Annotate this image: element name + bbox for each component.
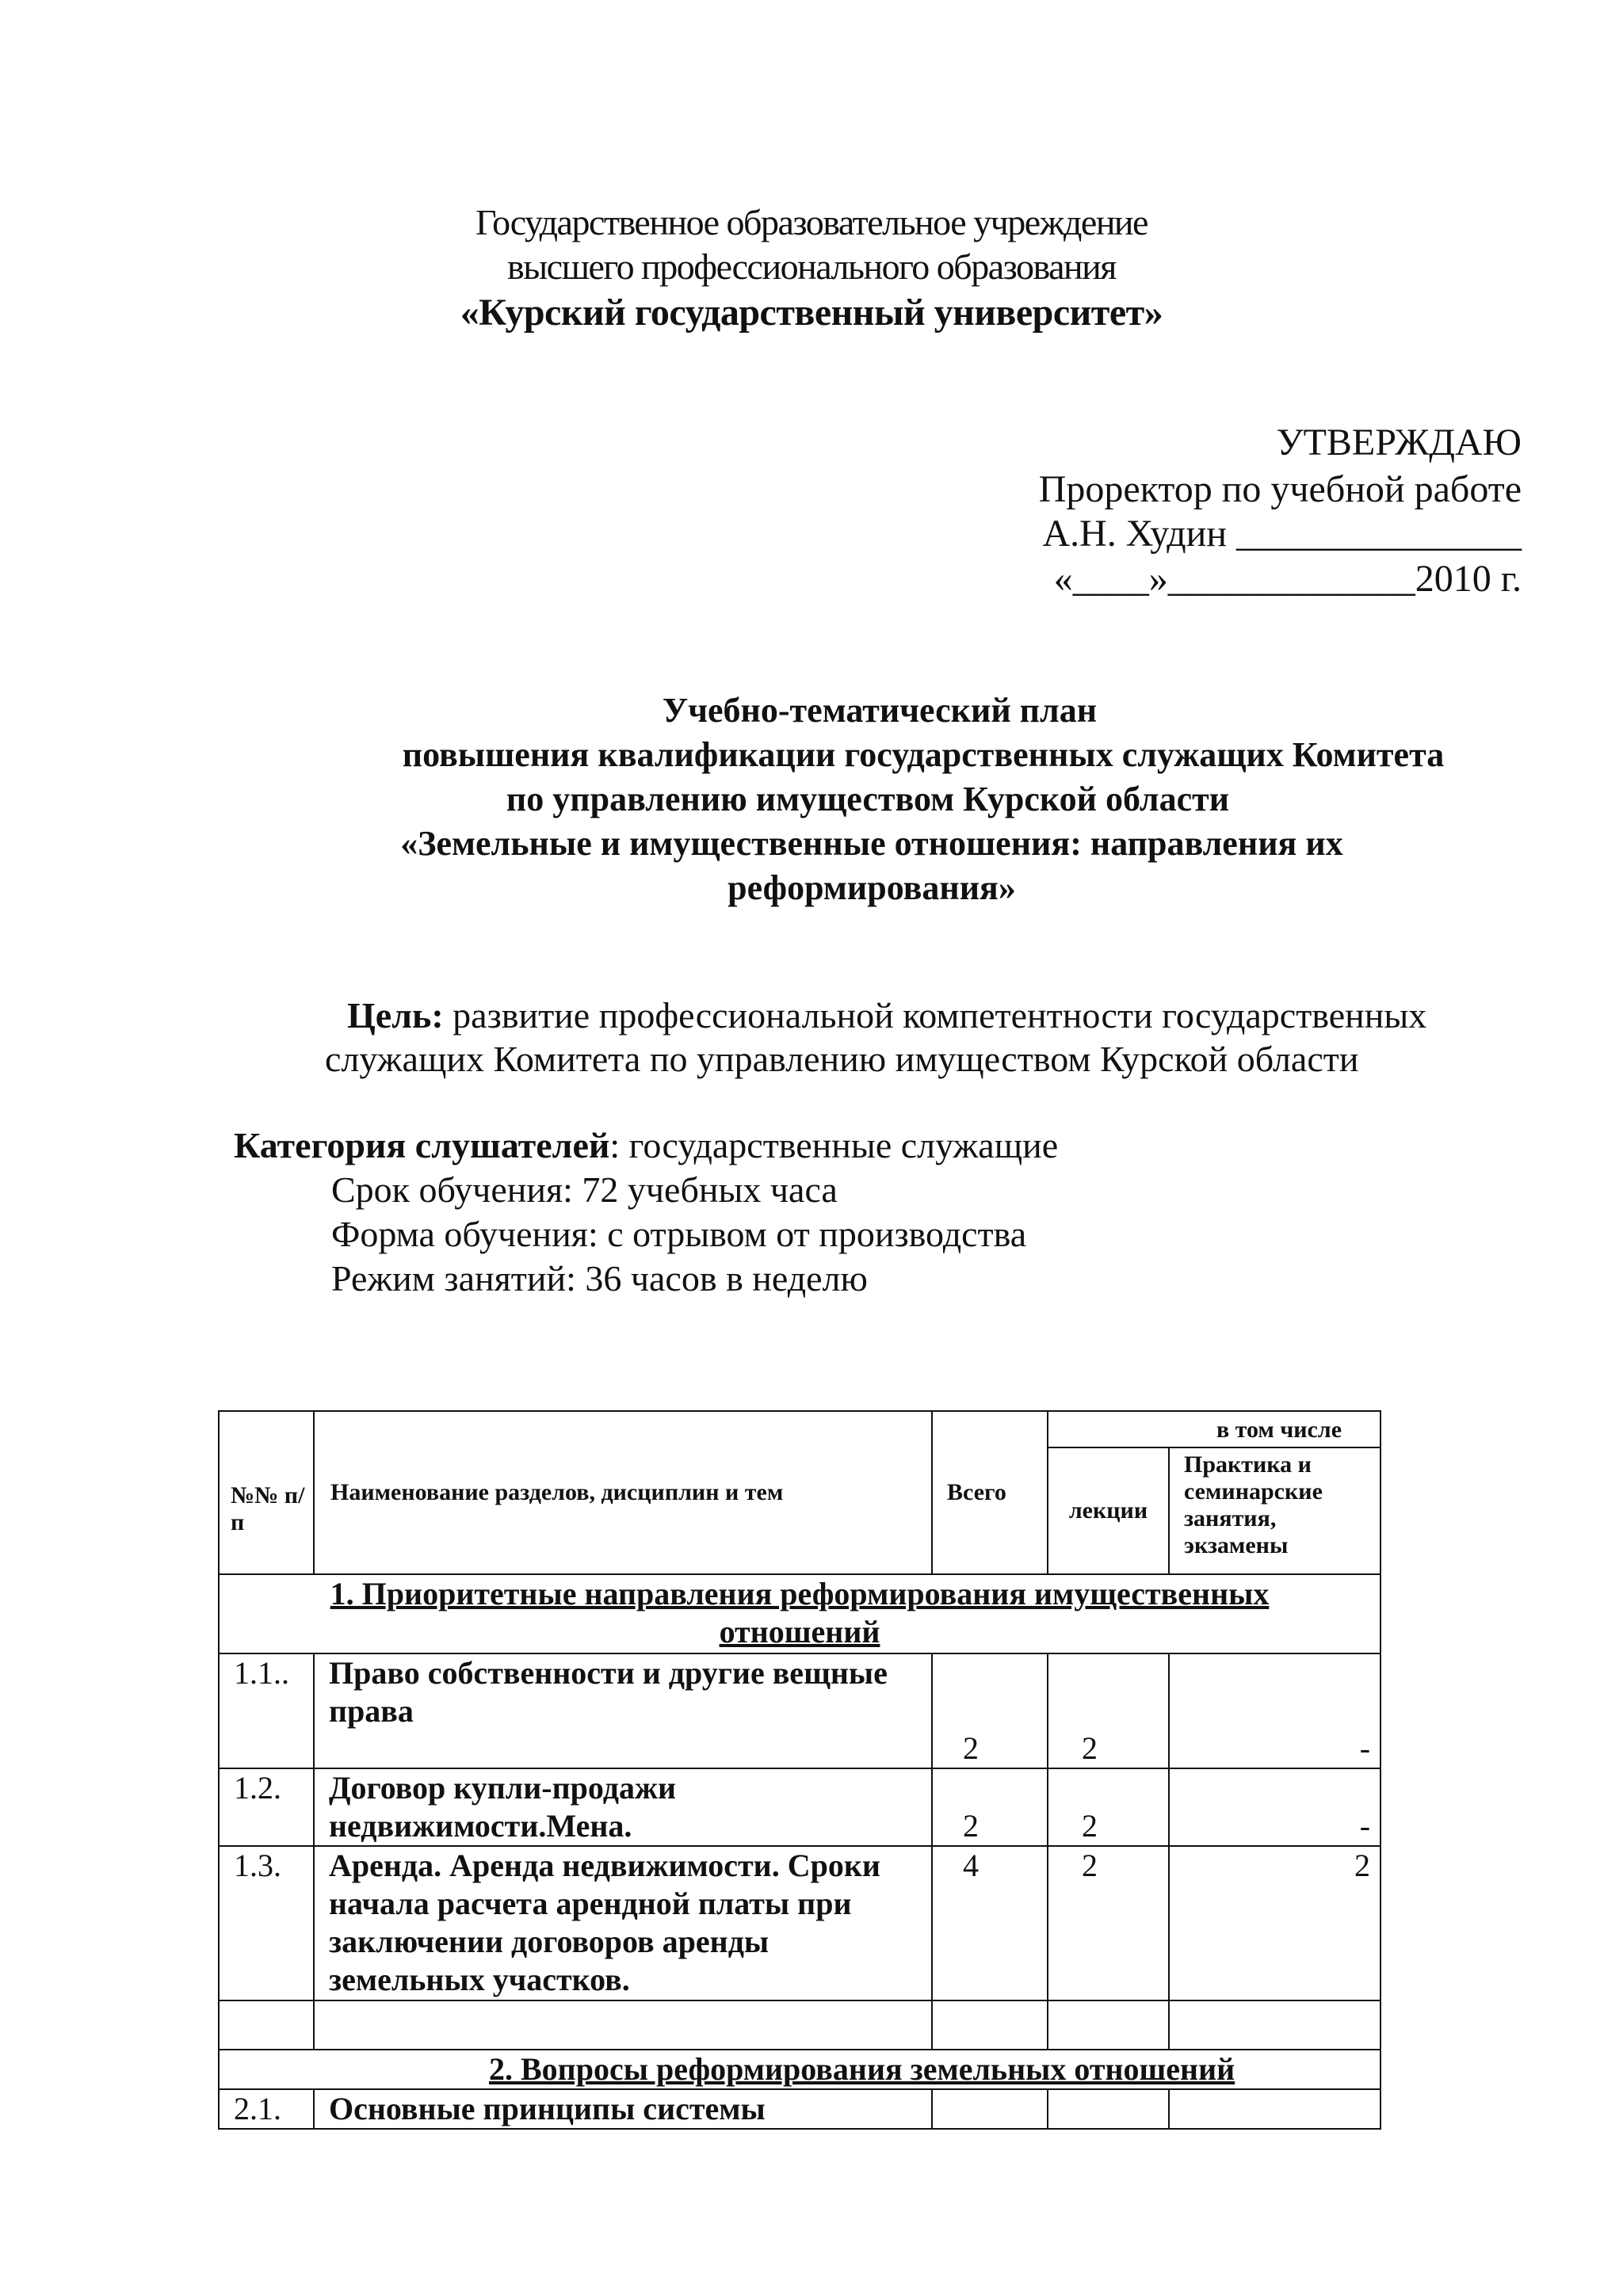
row-total: 2	[932, 1653, 1048, 1768]
row-total: 2	[932, 1768, 1048, 1846]
empty-cell	[1048, 2000, 1169, 2050]
mode-line: Режим занятий: 36 часов в неделю	[331, 1258, 868, 1299]
table-row	[219, 1768, 1381, 1846]
row-name: Договор купли-продажи недвижимости.Мена.	[314, 1768, 932, 1846]
header-num: №№ п/п	[219, 1411, 314, 1574]
empty-cell	[932, 2000, 1048, 2050]
row-practice: -	[1169, 1768, 1381, 1846]
goal-label: Цель:	[347, 995, 444, 1035]
duration-line: Срок обучения: 72 учебных часа	[331, 1169, 838, 1210]
approval-signer: А.Н. Худин _______________	[1042, 513, 1522, 555]
row-practice: 2	[1169, 1846, 1381, 2000]
row-num: 1.2.	[219, 1768, 314, 1846]
row-practice: -	[1169, 1653, 1381, 1768]
table-row	[219, 1653, 1381, 1768]
row-num: 1.3.	[219, 1846, 314, 2000]
goal-text-1: развитие профессиональной компетентности государственных	[443, 995, 1427, 1035]
institution-line-1: Государственное образовательное учреждение	[475, 202, 1148, 242]
row-num: 1.1..	[219, 1653, 314, 1768]
institution-line-2: высшего профессионального образования	[507, 246, 1116, 287]
category-label: Категория слушателей	[234, 1125, 610, 1165]
plan-title-line-5: реформирования»	[727, 868, 1016, 907]
goal-line-1	[347, 994, 1426, 1038]
header-practice: Практика и семинарские занятия, экзамены	[1169, 1447, 1381, 1574]
row-practice	[1169, 2089, 1381, 2129]
header-total: Всего	[932, 1411, 1048, 1574]
category-line	[234, 1123, 1058, 1168]
row-lectures: 2	[1048, 1768, 1169, 1846]
empty-cell	[1169, 2000, 1381, 2050]
header-including: в том числе	[1048, 1411, 1381, 1447]
empty-cell	[219, 2000, 314, 2050]
row-lectures: 2	[1048, 1846, 1169, 2000]
form-line: Форма обучения: с отрывом от производства	[331, 1214, 1027, 1254]
approval-date: «____»_____________2010 г.	[1053, 558, 1522, 600]
empty-cell	[314, 2000, 932, 2050]
header-name: Наименование разделов, дисциплин и тем	[314, 1411, 932, 1574]
row-name: Основные принципы системы	[314, 2089, 932, 2129]
plan-title-line-1: Учебно-тематический план	[662, 691, 1098, 730]
approval-word: УТВЕРЖДАЮ	[1276, 421, 1522, 463]
header-lectures: лекции	[1048, 1447, 1169, 1574]
table-row	[219, 2089, 1381, 2129]
plan-table	[218, 1410, 1381, 2130]
row-lectures: 2	[1048, 1653, 1169, 1768]
plan-title-line-4: «Земельные и имущественные отношения: направления их	[400, 824, 1343, 863]
approval-position: Проректор по учебной работе	[1038, 468, 1522, 510]
section-2-heading: 2. Вопросы реформирования земельных отношений	[219, 2050, 1381, 2089]
plan-title-line-3: по управлению имуществом Курской области	[506, 780, 1230, 818]
category-value: : государственные служащие	[609, 1125, 1059, 1165]
table-row	[219, 1846, 1381, 2000]
table-row-empty	[219, 2000, 1381, 2050]
row-num: 2.1.	[219, 2089, 314, 2129]
row-total: 4	[932, 1846, 1048, 2000]
institution-name: «Курский государственный университет»	[460, 292, 1163, 334]
row-lectures	[1048, 2089, 1169, 2129]
row-total	[932, 2089, 1048, 2129]
row-name: Аренда. Аренда недвижимости. Сроки начала расчета арендной платы при заключении договоров аренды земельных участков.	[314, 1846, 932, 2000]
plan-title-line-2: повышения квалификации государственных служащих Комитета	[402, 735, 1445, 774]
goal-line-2: служащих Комитета по управлению имуществом Курской области	[325, 1039, 1359, 1079]
row-name: Право собственности и другие вещные права	[314, 1653, 932, 1768]
section-1-heading: 1. Приоритетные направления реформирования имущественных отношений	[219, 1574, 1381, 1653]
